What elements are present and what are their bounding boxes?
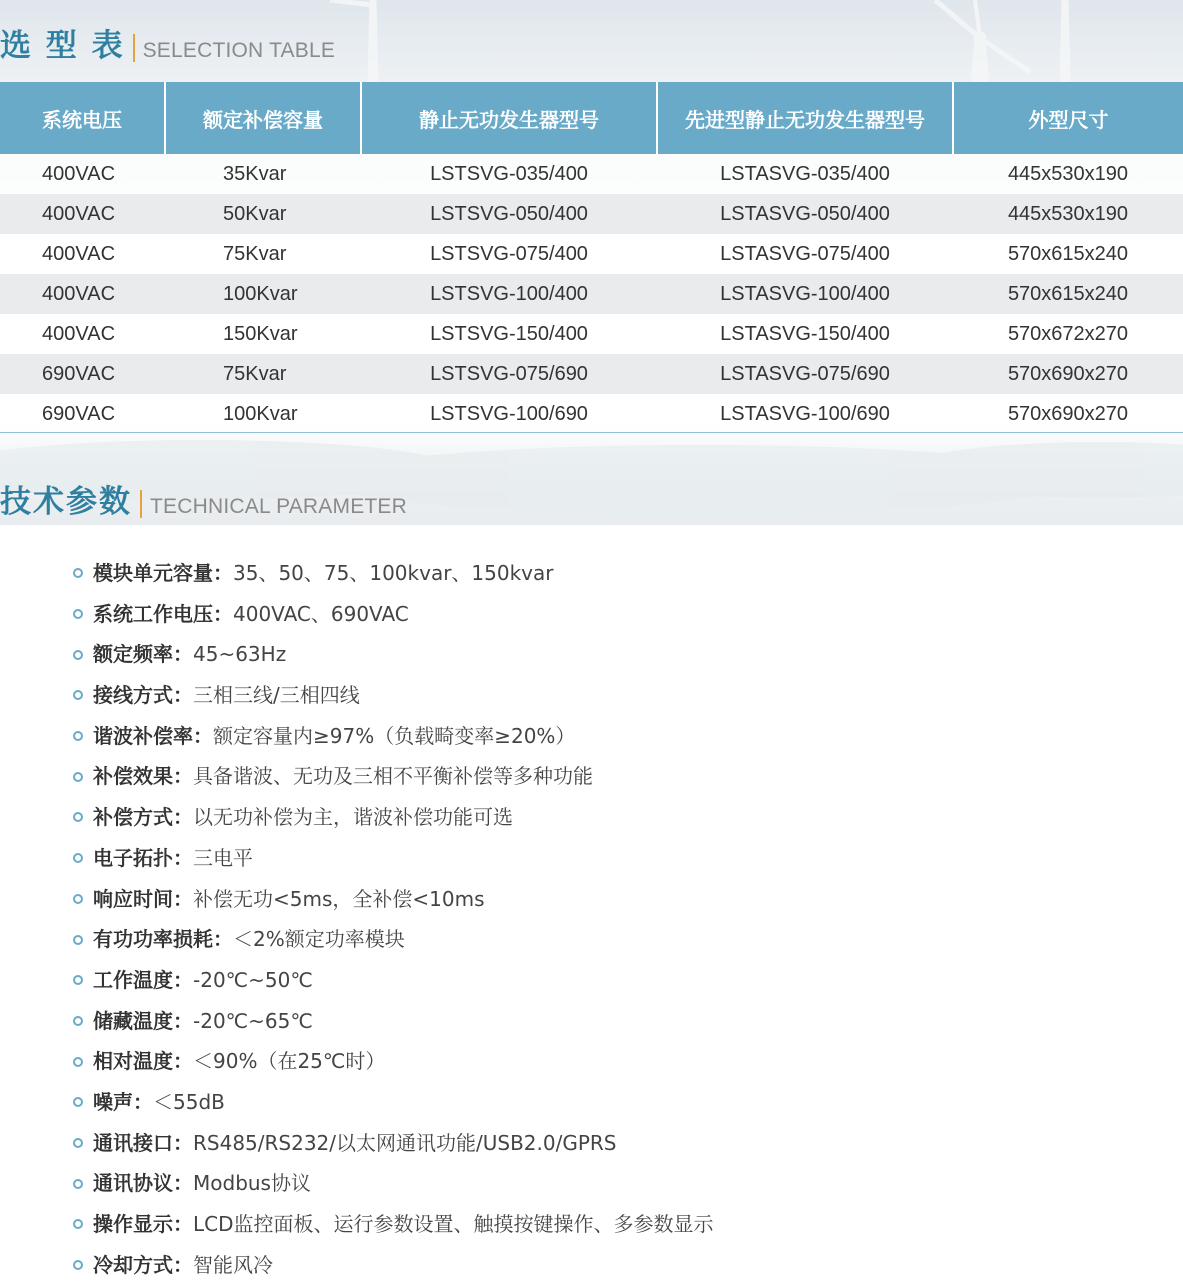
table-row: [0, 274, 1183, 314]
param-label: 接线方式：: [93, 683, 193, 708]
param-value: 具备谐波、无功及三相不平衡补偿等多种功能: [193, 764, 593, 789]
cell-svg-model: LSTSVG-100/690: [361, 394, 657, 434]
list-item: [73, 960, 714, 1001]
param-value: ＜55dB: [153, 1089, 225, 1114]
param-value: ＜2%额定功率模块: [233, 927, 405, 952]
header-asvg-model: 先进型静止无功发生器型号: [657, 82, 953, 154]
list-item: [73, 1001, 714, 1042]
list-item: [73, 675, 714, 716]
cell-svg-model: LSTSVG-075/400: [361, 234, 657, 274]
cell-capacity: 75Kvar: [165, 354, 361, 394]
list-item: [73, 797, 714, 838]
cell-capacity: 35Kvar: [165, 154, 361, 194]
title-divider: [140, 490, 142, 518]
list-item: [73, 553, 714, 594]
cell-svg-model: LSTSVG-075/690: [361, 354, 657, 394]
table-row: [0, 234, 1183, 274]
param-value: Modbus协议: [193, 1171, 311, 1196]
selection-section-title: [0, 26, 335, 66]
param-value: 400VAC、690VAC: [233, 601, 409, 626]
cell-dimensions: 570x672x270: [953, 314, 1183, 354]
param-value: 以无功补偿为主，谐波补偿功能可选: [193, 805, 513, 830]
table-row: [0, 354, 1183, 394]
table-bottom-divider: [0, 432, 1183, 433]
list-item: [73, 1082, 714, 1123]
circle-bullet-icon: [73, 894, 83, 904]
circle-bullet-icon: [73, 1057, 83, 1067]
cell-dimensions: 570x615x240: [953, 274, 1183, 314]
list-item: [73, 716, 714, 757]
param-label: 工作温度：: [93, 967, 193, 992]
header-system-voltage: 系统电压: [0, 82, 165, 154]
cell-svg-model: LSTSVG-100/400: [361, 274, 657, 314]
cell-svg-model: LSTSVG-050/400: [361, 194, 657, 234]
circle-bullet-icon: [73, 1179, 83, 1189]
cell-dimensions: 570x690x270: [953, 394, 1183, 434]
list-item: [73, 879, 714, 920]
circle-bullet-icon: [73, 731, 83, 741]
param-value: 额定容量内≥97%（负载畸变率≥20%）: [213, 723, 576, 748]
list-item: [73, 1041, 714, 1082]
param-label: 通讯协议：: [93, 1171, 193, 1196]
param-value: RS485/RS232/以太网通讯功能/USB2.0/GPRS: [193, 1130, 617, 1155]
param-value: LCD监控面板、运行参数设置、触摸按键操作、多参数显示: [193, 1212, 714, 1236]
list-item: [73, 919, 714, 960]
circle-bullet-icon: [73, 1219, 83, 1229]
param-value: 三相三线/三相四线: [193, 683, 360, 708]
circle-bullet-icon: [73, 690, 83, 700]
circle-bullet-icon: [73, 1016, 83, 1026]
param-label: 额定频率：: [93, 642, 193, 667]
list-item: [73, 1204, 714, 1245]
param-label: 操作显示：: [93, 1212, 193, 1236]
circle-bullet-icon: [73, 568, 83, 578]
param-label: 补偿方式：: [93, 805, 193, 830]
circle-bullet-icon: [73, 772, 83, 782]
cell-voltage: 400VAC: [0, 234, 165, 274]
param-label: 补偿效果：: [93, 764, 193, 789]
cell-capacity: 75Kvar: [165, 234, 361, 274]
circle-bullet-icon: [73, 1138, 83, 1148]
circle-bullet-icon: [73, 1260, 83, 1270]
param-label: 模块单元容量：: [93, 561, 233, 585]
circle-bullet-icon: [73, 650, 83, 660]
cell-svg-model: LSTSVG-035/400: [361, 154, 657, 194]
param-value: 智能风冷: [193, 1252, 273, 1277]
circle-bullet-icon: [73, 935, 83, 945]
cell-voltage: 690VAC: [0, 394, 165, 434]
selection-title-en: SELECTION TABLE: [142, 39, 336, 62]
circle-bullet-icon: [73, 975, 83, 985]
cell-voltage: 400VAC: [0, 194, 165, 234]
param-value: -20℃~50℃: [193, 967, 313, 992]
table-row: [0, 394, 1183, 434]
technical-title-en: TECHNICAL PARAMETER: [150, 495, 407, 518]
technical-section-title: [0, 482, 407, 522]
cell-voltage: 400VAC: [0, 154, 165, 194]
list-item: [73, 838, 714, 879]
cell-dimensions: 570x690x270: [953, 354, 1183, 394]
cell-voltage: 690VAC: [0, 354, 165, 394]
param-value: -20℃~65℃: [193, 1008, 313, 1033]
list-item: [73, 756, 714, 797]
cell-asvg-model: LSTASVG-100/690: [657, 394, 953, 434]
cell-dimensions: 570x615x240: [953, 234, 1183, 274]
cell-dimensions: 445x530x190: [953, 194, 1183, 234]
cell-asvg-model: LSTASVG-100/400: [657, 274, 953, 314]
cell-voltage: 400VAC: [0, 314, 165, 354]
table-header-row: [0, 82, 1183, 154]
param-label: 系统工作电压：: [93, 601, 233, 626]
circle-bullet-icon: [73, 609, 83, 619]
circle-bullet-icon: [73, 1097, 83, 1107]
param-label: 谐波补偿率：: [93, 723, 213, 748]
cell-capacity: 100Kvar: [165, 274, 361, 314]
technical-title-cn: 技术参数: [0, 484, 132, 520]
param-label: 有功功率损耗：: [93, 927, 233, 952]
list-item: [73, 634, 714, 675]
cell-asvg-model: LSTASVG-050/400: [657, 194, 953, 234]
param-value: 35、50、75、100kvar、150kvar: [233, 561, 554, 585]
selection-table: [0, 82, 1183, 434]
param-label: 电子拓扑：: [93, 845, 193, 870]
cell-asvg-model: LSTASVG-075/690: [657, 354, 953, 394]
list-item: [73, 1245, 714, 1285]
title-divider: [133, 34, 135, 62]
param-label: 相对温度：: [93, 1049, 193, 1074]
cell-capacity: 50Kvar: [165, 194, 361, 234]
param-value: 补偿无功<5ms，全补偿<10ms: [193, 886, 485, 911]
param-value: ＜90%（在25℃时）: [193, 1049, 386, 1074]
header-svg-model: 静止无功发生器型号: [361, 82, 657, 154]
param-label: 响应时间：: [93, 886, 193, 911]
param-label: 冷却方式：: [93, 1252, 193, 1277]
list-item: [73, 594, 714, 635]
table-row: [0, 314, 1183, 354]
param-label: 储藏温度：: [93, 1008, 193, 1033]
selection-title-cn: 选 型 表: [0, 28, 125, 64]
table-row: [0, 194, 1183, 234]
list-item: [73, 1163, 714, 1204]
param-value: 三电平: [193, 845, 253, 870]
param-label: 通讯接口：: [93, 1130, 193, 1155]
cell-capacity: 150Kvar: [165, 314, 361, 354]
table-row: [0, 154, 1183, 194]
cell-dimensions: 445x530x190: [953, 154, 1183, 194]
cell-asvg-model: LSTASVG-150/400: [657, 314, 953, 354]
cell-capacity: 100Kvar: [165, 394, 361, 434]
header-rated-capacity: 额定补偿容量: [165, 82, 361, 154]
param-value: 45~63Hz: [193, 642, 287, 667]
cell-asvg-model: LSTASVG-075/400: [657, 234, 953, 274]
technical-parameter-list: [73, 553, 714, 1285]
circle-bullet-icon: [73, 853, 83, 863]
cell-asvg-model: LSTASVG-035/400: [657, 154, 953, 194]
param-label: 噪声：: [93, 1089, 153, 1114]
cell-svg-model: LSTSVG-150/400: [361, 314, 657, 354]
list-item: [73, 1123, 714, 1164]
cell-voltage: 400VAC: [0, 274, 165, 314]
circle-bullet-icon: [73, 812, 83, 822]
header-dimensions: 外型尺寸: [953, 82, 1183, 154]
